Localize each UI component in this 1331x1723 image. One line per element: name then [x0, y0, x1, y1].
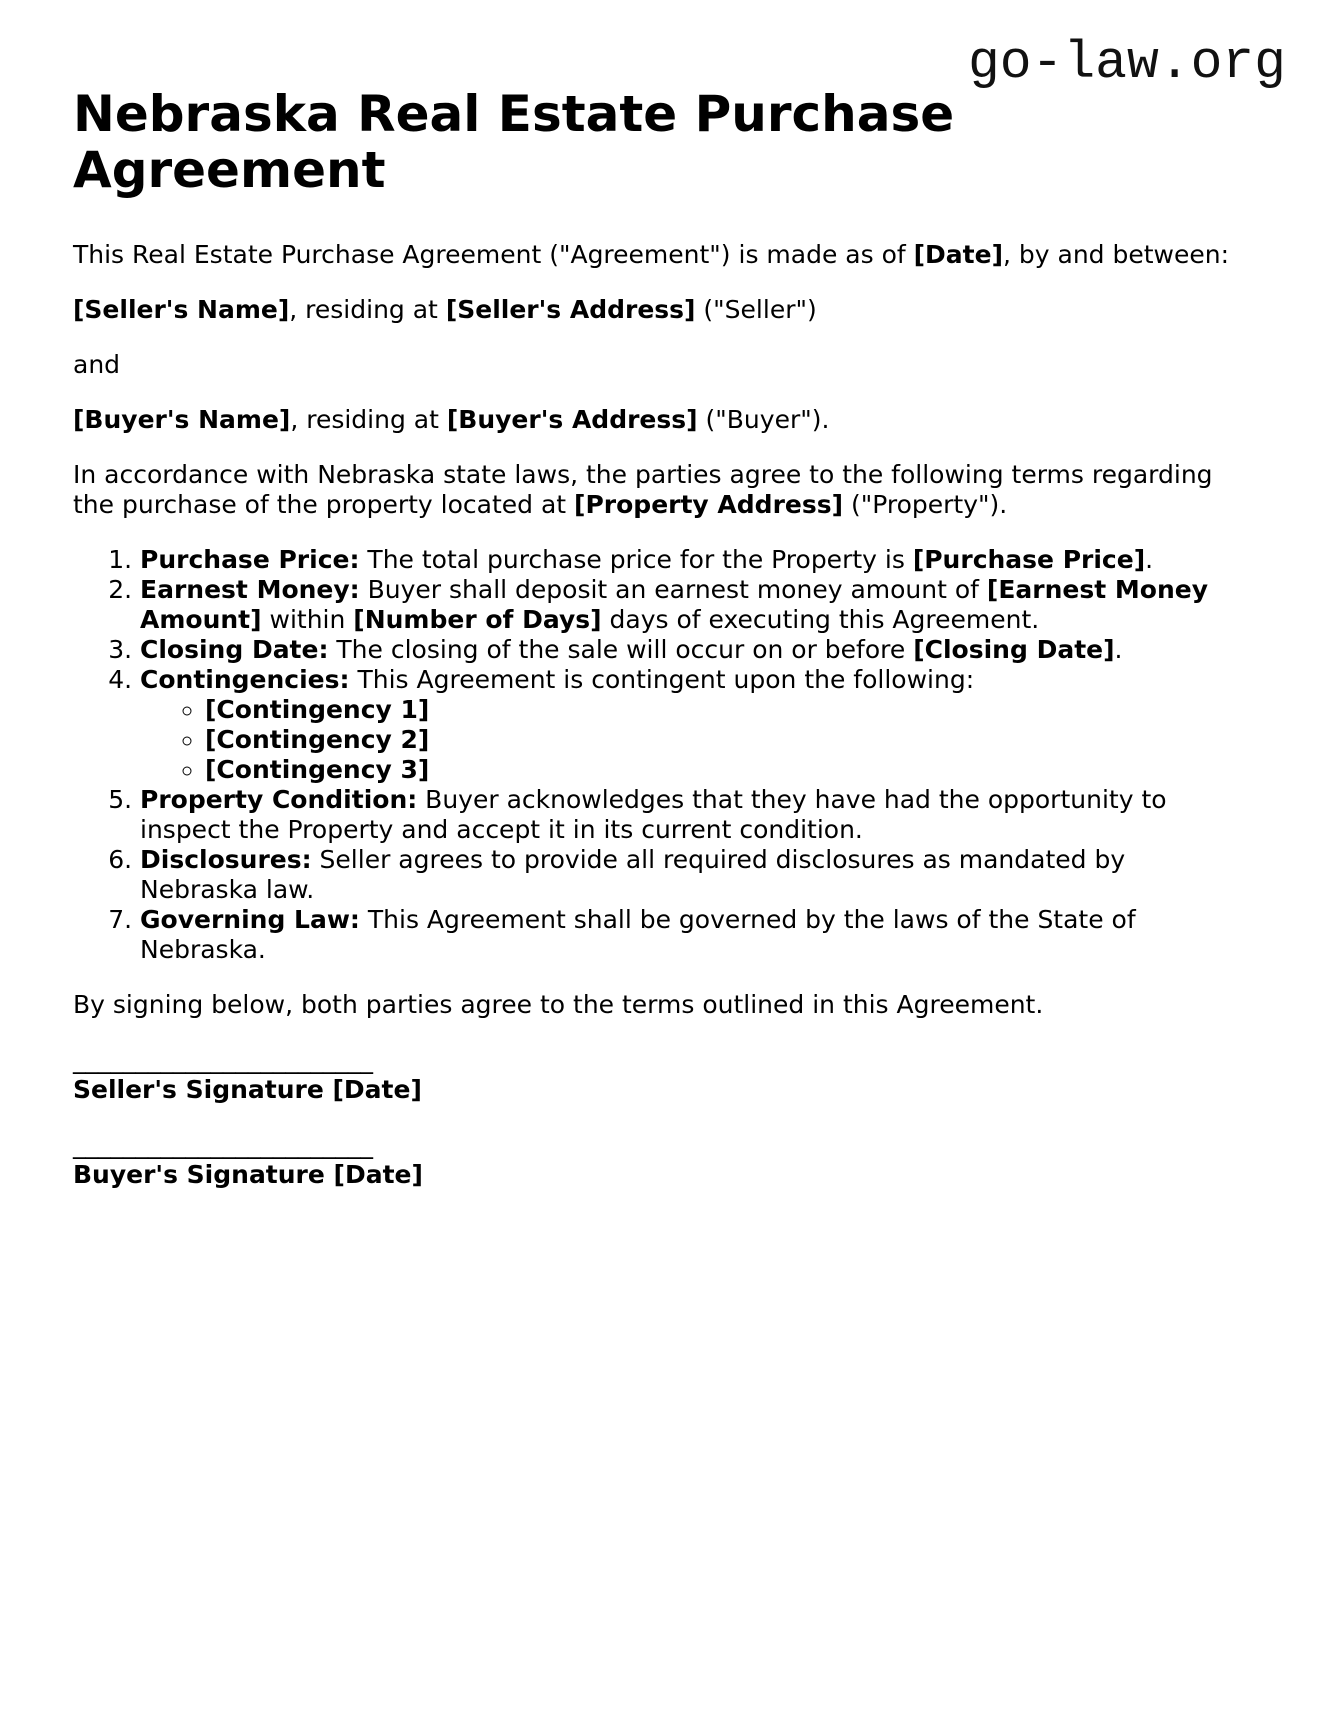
term-contingencies [140, 665, 1245, 785]
contingency-list [140, 695, 1245, 785]
seller-signature-line: ________________________ [73, 1045, 373, 1074]
and-connector: and [73, 350, 121, 379]
brand-watermark: go-law.org [967, 33, 1286, 93]
buyer-signature-label: Buyer's Signature [Date] [73, 1160, 423, 1189]
term-property-condition: 5. Property Condition: Buyer acknowledges that they have had the opportunity to inspect the Property and accept it in its current condition. [140, 785, 1245, 845]
term-purchase-price: 1. Purchase Price: The total purchase price for the Property is [Purchase Price]. [140, 545, 1245, 575]
seller-line: [Seller's Name], residing at [Seller's Address] ("Seller") [73, 295, 817, 324]
buyer-signature-line: ________________________ [73, 1130, 373, 1159]
contingency-item-2: ◦ [Contingency 2] [205, 725, 1245, 755]
term-governing-law: 7. Governing Law: This Agreement shall be governed by the laws of the State of Nebraska. [140, 905, 1245, 965]
term-earnest-money: 2. Earnest Money: Buyer shall deposit an earnest money amount of [Earnest Money Amount] within [Number of Days] days of executing this Agreement. [140, 575, 1245, 635]
intro-paragraph: This Real Estate Purchase Agreement ("Agreement") is made as of [Date], by and between: [73, 240, 1230, 269]
contingency-item-1: ◦ [Contingency 1] [205, 695, 1245, 725]
term-contingencies-text: Contingencies: This Agreement is contingent upon the following: [140, 665, 975, 694]
term-closing-date: 3. Closing Date: The closing of the sale will occur on or before [Closing Date]. [140, 635, 1245, 665]
terms-list [73, 545, 1245, 965]
page-title: Nebraska Real Estate Purchase Agreement [73, 85, 955, 199]
closing-statement: By signing below, both parties agree to the terms outlined in this Agreement. [73, 990, 1044, 1019]
accordance-paragraph: In accordance with Nebraska state laws, the parties agree to the following terms regarding the purchase of the property located at [Property Address] ("Property"). [73, 460, 1213, 519]
buyer-line: [Buyer's Name], residing at [Buyer's Address] ("Buyer"). [73, 405, 830, 434]
term-disclosures: 6. Disclosures: Seller agrees to provide all required disclosures as mandated by Nebraska law. [140, 845, 1245, 905]
seller-signature-label: Seller's Signature [Date] [73, 1075, 422, 1104]
contingency-item-3: ◦ [Contingency 3] [205, 755, 1245, 785]
seller-signature-block [73, 1045, 1245, 1105]
buyer-signature-block [73, 1130, 1245, 1190]
